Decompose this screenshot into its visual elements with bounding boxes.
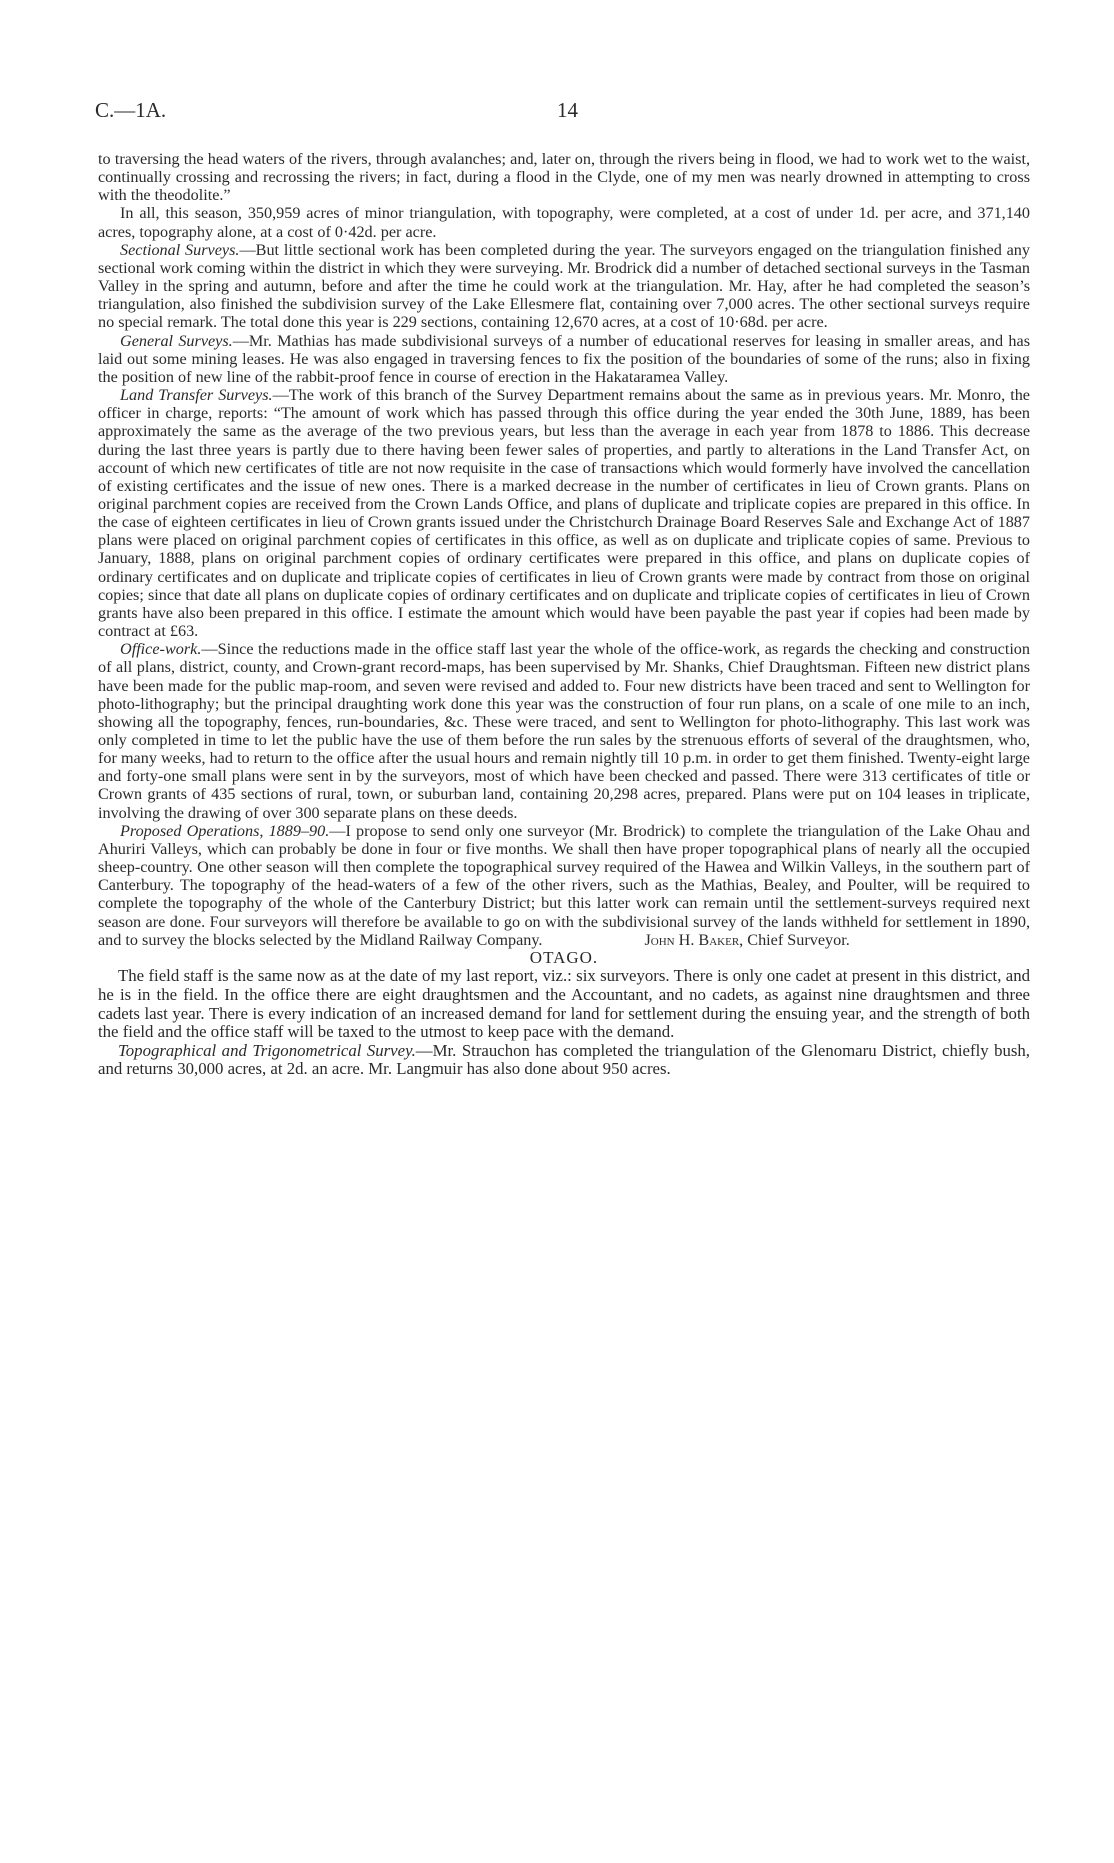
office-work-text: —Since the reductions made in the office staff last year the whole of the office-work, as regards the checking and construction of all plans, district, county, and Crown-grant record-maps, has been supervised by Mr. Shanks, Chief Draughtsman. Fifteen new district plans have been made for the public map-room, and seven were revised and added to. Four new districts have been traced and sent to Wellington for photo-lithography; but the principal draughting work done this year was the construction of four run plans, on a scale of one mile to an inch, showing all the topography, fences, run-boundaries, &c. These were traced, and sent to Wellington for photo-lithography. This last work was only completed in time to let the public have the use of them before the run sales by the strenuous efforts of several of the draughtsmen, who, for many weeks, had to return to the office after the usual hours and remain nightly till 10 p.m. in order to get them finished. Twenty-eight large and forty-one small plans were sent in by the surveyors, most of which have been checked and passed. There were 313 certificates of title or Crown grants of 435 sections of rural, town, or suburban land, containing 20,298 acres, prepared. Plans were put on 104 leases in triplicate, involving the drawing of over 300 separate plans on these deeds.: [98, 640, 1030, 822]
general-surveys-paragraph: [98, 332, 1030, 386]
office-work-paragraph: [98, 640, 1030, 822]
otago-survey-text: —Mr. Strauchon has completed the triangulation of the Glenomaru District, chiefly bush, and returns 30,000 acres, at 2d. an acre. Mr. Langmuir has also done about 950 acres.: [98, 1040, 1030, 1079]
report-body: [98, 150, 1030, 1079]
continued-paragraph: to traversing the head waters of the rivers, through avalanches; and, later on, through the rivers being in flood, we had to work wet to the waist, continually crossing and recrossing the rivers; in fact, during a flood in the Clyde, one of my men was nearly drowned in attempting to cross with the theodolite.”: [98, 150, 1030, 205]
document-reference: C.—1A.: [95, 98, 167, 122]
signature-name: John H. Baker,: [644, 930, 744, 949]
sectional-surveys-heading: Sectional Surveys.: [120, 240, 240, 259]
land-transfer-text: —The work of this branch of the Survey Department remains about the same as in previous years. Mr. Monro, the officer in charge, reports: “The amount of work which has passed through this office during the year ended the 30th June, 1889, has been approximately the same as the average of the two previous years, but less than the average in each year from 1878 to 1886. This decrease during the last three years is partly due to there having been fewer sales of properties, and partly to alterations in the Land Transfer Act, on account of which new certificates of title are not now requisite in the case of transactions which would formerly have involved the cancellation of existing certificates and the issue of new ones. There is a marked decrease in the number of certificates in lieu of Crown grants. Plans on original parchment copies are received from the Crown Lands Office, and plans of duplicate and triplicate copies are prepared in this office. In the case of eighteen certificates in lieu of Crown grants issued under the Christchurch Drainage Board Reserves Sale and Exchange Act of 1887 plans were placed on original parchment copies of certificates in this office, as well as on duplicate and triplicate copies of same. Previous to January, 1888, plans on original parchment copies of ordinary certificates were prepared in this office, and plans on duplicate copies of ordinary certificates and on duplicate and triplicate copies of certificates in lieu of Crown grants were made by contract from those on original copies; since that date all plans on duplicate copies of ordinary certificates and on duplicate and triplicate copies of certificates in lieu of Crown grants have also been prepared in this office. I estimate the amount which would have been payable the past year if copies had been made by contract at £63.: [98, 386, 1030, 641]
page-header: [95, 98, 1035, 128]
land-transfer-paragraph: [98, 386, 1030, 640]
triangulation-summary-paragraph: In all, this season, 350,959 acres of minor triangulation, with topography, were completed, at a cost of under 1d. per acre, and 371,140 acres, topography alone, at a cost of 0·42d. per acre.: [98, 204, 1030, 241]
proposed-operations-paragraph: [98, 822, 1030, 949]
signature: [622, 931, 849, 949]
otago-survey-heading: Topographical and Trigonometrical Survey.: [118, 1040, 416, 1060]
otago-section: [98, 949, 1030, 1079]
land-transfer-heading: Land Transfer Surveys.: [120, 386, 273, 405]
proposed-operations-text: —I propose to send only one surveyor (Mr. Brodrick) to complete the triangulation of the Lake Ohau and Ahuriri Valleys, which can probably be done in four or five months. We shall then have proper topographical plans of nearly all the occupied sheep-country. One other season will then complete the topographical survey required of the Hawea and Wilkin Valleys, in the southern part of Canterbury. The topography of the head-waters of a few of the other rivers, such as the Mathias, Bealey, and Poulter, will be required to complete the topography of the whole of the Canterbury District; but this latter work can remain until the settlement-surveys required next season are done. Four surveyors will therefore be available to go on with the subdivisional survey of the lands withheld for settlement in 1890, and to survey the blocks selected by the Midland Railway Company.: [98, 821, 1030, 949]
office-work-heading: Office-work.: [120, 640, 202, 659]
proposed-operations-heading: Proposed Operations, 1889–90.: [120, 821, 330, 840]
page-number: 14: [557, 98, 578, 122]
otago-survey-paragraph: [98, 1042, 1030, 1079]
otago-section-title: OTAGO.: [529, 947, 599, 967]
sectional-surveys-paragraph: [98, 241, 1030, 332]
general-surveys-text: —Mr. Mathias has made subdivisional surveys of a number of educational reserves for leasing in smaller areas, and has laid out some mining leases. He was also engaged in traversing fences to fix the position of the boundaries of some of the runs; also in fixing the position of new line of the rabbit-proof fence in course of erection in the Hakataramea Valley.: [98, 331, 1030, 386]
general-surveys-heading: General Surveys.: [120, 331, 233, 350]
otago-staff-paragraph: The field staff is the same now as at the date of my last report, viz.: six surveyors. There is only one cadet at present in this district, and he is in the field. In the office there are eight draughtsmen and the Accountant, and no cadets, as against nine draughtsmen and three cadets last year. There is every indication of an increased demand for land for settlement during the ensuing year, and the strength of both the field and the office staff will be taxed to the utmost to keep pace with the demand.: [98, 966, 1030, 1042]
sectional-surveys-text: —But little sectional work has been completed during the year. The surveyors engaged on the triangulation finished any sectional work coming within the district in which they were surveying. Mr. Brodrick did a number of detached sectional surveys in the Tasman Valley in the spring and autumn, before and after the time he could work at the triangulation. Mr. Hay, after he had completed the season’s triangulation, also finished the subdivision survey of the Lake Ellesmere flat, containing over 7,000 acres. The other sectional surveys require no special remark. The total done this year is 229 sections, containing 12,670 acres, at a cost of 10·68d. per acre.: [98, 240, 1030, 332]
signature-role: Chief Surveyor.: [747, 930, 850, 949]
